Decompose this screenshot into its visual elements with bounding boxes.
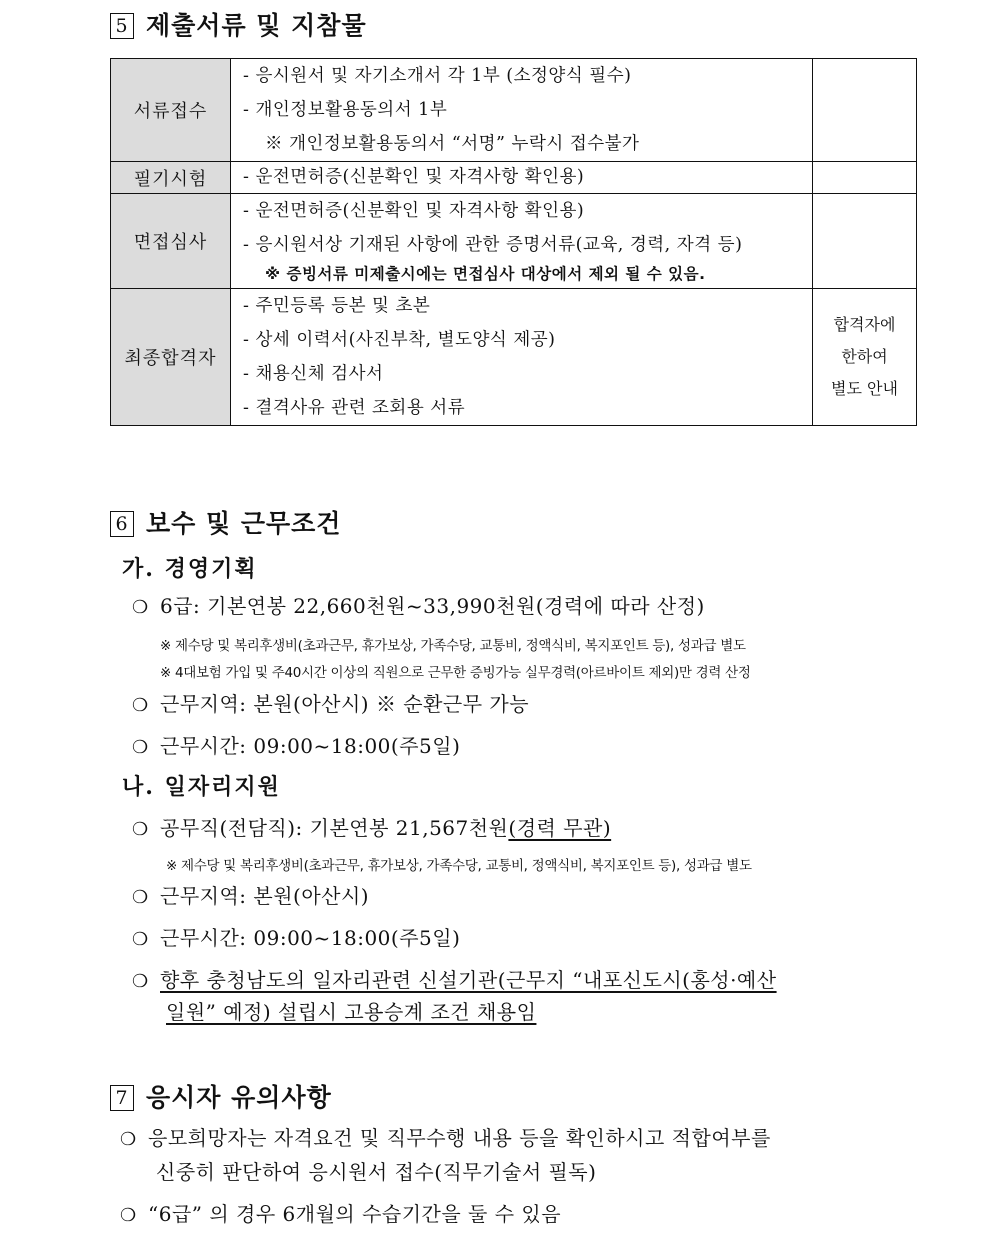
pay-text: 6급: 기본연봉 22,660천원~33,990천원(경력에 따라 산정) bbox=[160, 594, 705, 618]
bullet-notice-2 bbox=[120, 1198, 561, 1227]
bullet-circle-icon: ❍ bbox=[132, 929, 149, 950]
content-line: - 운전면허증(신분확인 및 자격사항 확인용) bbox=[243, 201, 585, 221]
content-line: - 결격사유 관련 조회용 서류 bbox=[243, 398, 466, 418]
documents-table bbox=[110, 58, 917, 426]
content-line: - 상세 이력서(사진부착, 별도양식 제공) bbox=[243, 330, 556, 350]
section-6-title-text: 보수 및 근무조건 bbox=[146, 509, 342, 538]
content-line: - 운전면허증(신분확인 및 자격사항 확인용) bbox=[243, 167, 585, 187]
bullet-hours-a bbox=[132, 730, 460, 759]
content-line: - 개인정보활용동의서 1부 bbox=[243, 100, 448, 120]
row-note bbox=[813, 162, 917, 194]
location-text: 근무지역: 본원(아산시) ※ 순환근무 가능 bbox=[160, 692, 530, 716]
row-content bbox=[231, 289, 813, 426]
bullet-notice-1 bbox=[120, 1122, 771, 1151]
row-note bbox=[813, 59, 917, 162]
content-line: - 채용신체 검사서 bbox=[243, 364, 384, 384]
row-label: 면접심사 bbox=[111, 194, 231, 289]
notice-text-line1: 응모희망자는 자격요건 및 직무수행 내용 등을 확인하시고 적합여부를 bbox=[148, 1126, 771, 1150]
pay-note-underlined: (경력 무관) bbox=[508, 816, 612, 840]
row-note-final bbox=[813, 289, 917, 426]
notice-text-line2: 신중히 판단하여 응시원서 접수(직무기술서 필독) bbox=[156, 1160, 597, 1184]
table-row-document-submission bbox=[111, 59, 917, 162]
row-content bbox=[231, 59, 813, 162]
note-line: 한하여 bbox=[841, 347, 888, 366]
notice-text: “6급” 의 경우 6개월의 수습기간을 둘 수 있음 bbox=[148, 1202, 562, 1226]
bullet-circle-icon: ❍ bbox=[132, 695, 149, 716]
section-6-title bbox=[110, 504, 341, 540]
bullet-location-a bbox=[132, 688, 529, 717]
row-note bbox=[813, 194, 917, 289]
section-5-title-text: 제출서류 및 지참물 bbox=[146, 11, 367, 40]
bullet-hours-b bbox=[132, 922, 460, 951]
row-content bbox=[231, 162, 813, 194]
future-text-line1: 향후 충청남도의 일자리관련 신설기관(근무지 “내포신도시(홍성·예산 bbox=[160, 968, 777, 992]
section-7-number: 7 bbox=[110, 1085, 134, 1111]
section-7-title-text: 응시자 유의사항 bbox=[146, 1083, 332, 1112]
section-5-title bbox=[110, 6, 367, 42]
content-note: ※ 개인정보활용동의서 “서명” 누락시 접수불가 bbox=[265, 134, 640, 154]
content-line: - 주민등록 등본 및 초본 bbox=[243, 296, 431, 316]
bullet-circle-icon: ❍ bbox=[132, 887, 149, 908]
table-row-interview bbox=[111, 194, 917, 289]
content-warning: ※ 증빙서류 미제출시에는 면접심사 대상에서 제외 될 수 있음. bbox=[265, 265, 706, 283]
table-row-written-exam bbox=[111, 162, 917, 194]
row-content bbox=[231, 194, 813, 289]
content-line: - 응시원서상 기재된 사항에 관한 증명서류(교육, 경력, 자격 등) bbox=[243, 235, 743, 255]
section-7-title bbox=[110, 1078, 332, 1114]
table-row-final-candidate bbox=[111, 289, 917, 426]
hours-text: 근무시간: 09:00~18:00(주5일) bbox=[160, 926, 461, 950]
bullet-circle-icon: ❍ bbox=[132, 597, 149, 618]
subsection-b-title: 나. 일자리지원 bbox=[122, 774, 281, 800]
bullet-circle-icon: ❍ bbox=[120, 1205, 137, 1226]
bullet-future-b-cont bbox=[166, 996, 536, 1025]
bullet-pay-b bbox=[132, 812, 611, 841]
bullet-pay-a bbox=[132, 590, 705, 619]
note-line: 합격자에 bbox=[833, 315, 896, 334]
bullet-notice-1-cont bbox=[156, 1156, 596, 1185]
row-label: 최종합격자 bbox=[111, 289, 231, 426]
bullet-circle-icon: ❍ bbox=[132, 971, 149, 992]
row-label: 필기시험 bbox=[111, 162, 231, 194]
content-line: - 응시원서 및 자기소개서 각 1부 (소정양식 필수) bbox=[243, 66, 632, 86]
note-career-a: ※ 4대보험 가입 및 주40시간 이상의 직원으로 근무한 증빙가능 실무경력(아르바이트 제외)만 경력 산정 bbox=[160, 665, 751, 681]
bullet-future-b bbox=[132, 964, 777, 993]
hours-text: 근무시간: 09:00~18:00(주5일) bbox=[160, 734, 461, 758]
pay-text: 공무직(전담직): 기본연봉 21,567천원 bbox=[160, 816, 509, 840]
bullet-circle-icon: ❍ bbox=[120, 1129, 137, 1150]
bullet-circle-icon: ❍ bbox=[132, 737, 149, 758]
section-6-number: 6 bbox=[110, 511, 134, 537]
note-allowance-a: ※ 제수당 및 복리후생비(초과근무, 휴가보상, 가족수당, 교통비, 정액식비, 복지포인트 등), 성과급 별도 bbox=[160, 638, 746, 654]
note-allowance-b: ※ 제수당 및 복리후생비(초과근무, 휴가보상, 가족수당, 교통비, 정액식비, 복지포인트 등), 성과급 별도 bbox=[166, 858, 752, 874]
future-text-line2: 일원” 예정) 설립시 고용승계 조건 채용임 bbox=[166, 1000, 537, 1024]
subsection-a-title: 가. 경영기획 bbox=[122, 556, 258, 582]
note-line: 별도 안내 bbox=[831, 379, 898, 398]
bullet-circle-icon: ❍ bbox=[132, 819, 149, 840]
bullet-location-b bbox=[132, 880, 369, 909]
row-label: 서류접수 bbox=[111, 59, 231, 162]
section-5-number: 5 bbox=[110, 13, 134, 39]
location-text: 근무지역: 본원(아산시) bbox=[160, 884, 370, 908]
